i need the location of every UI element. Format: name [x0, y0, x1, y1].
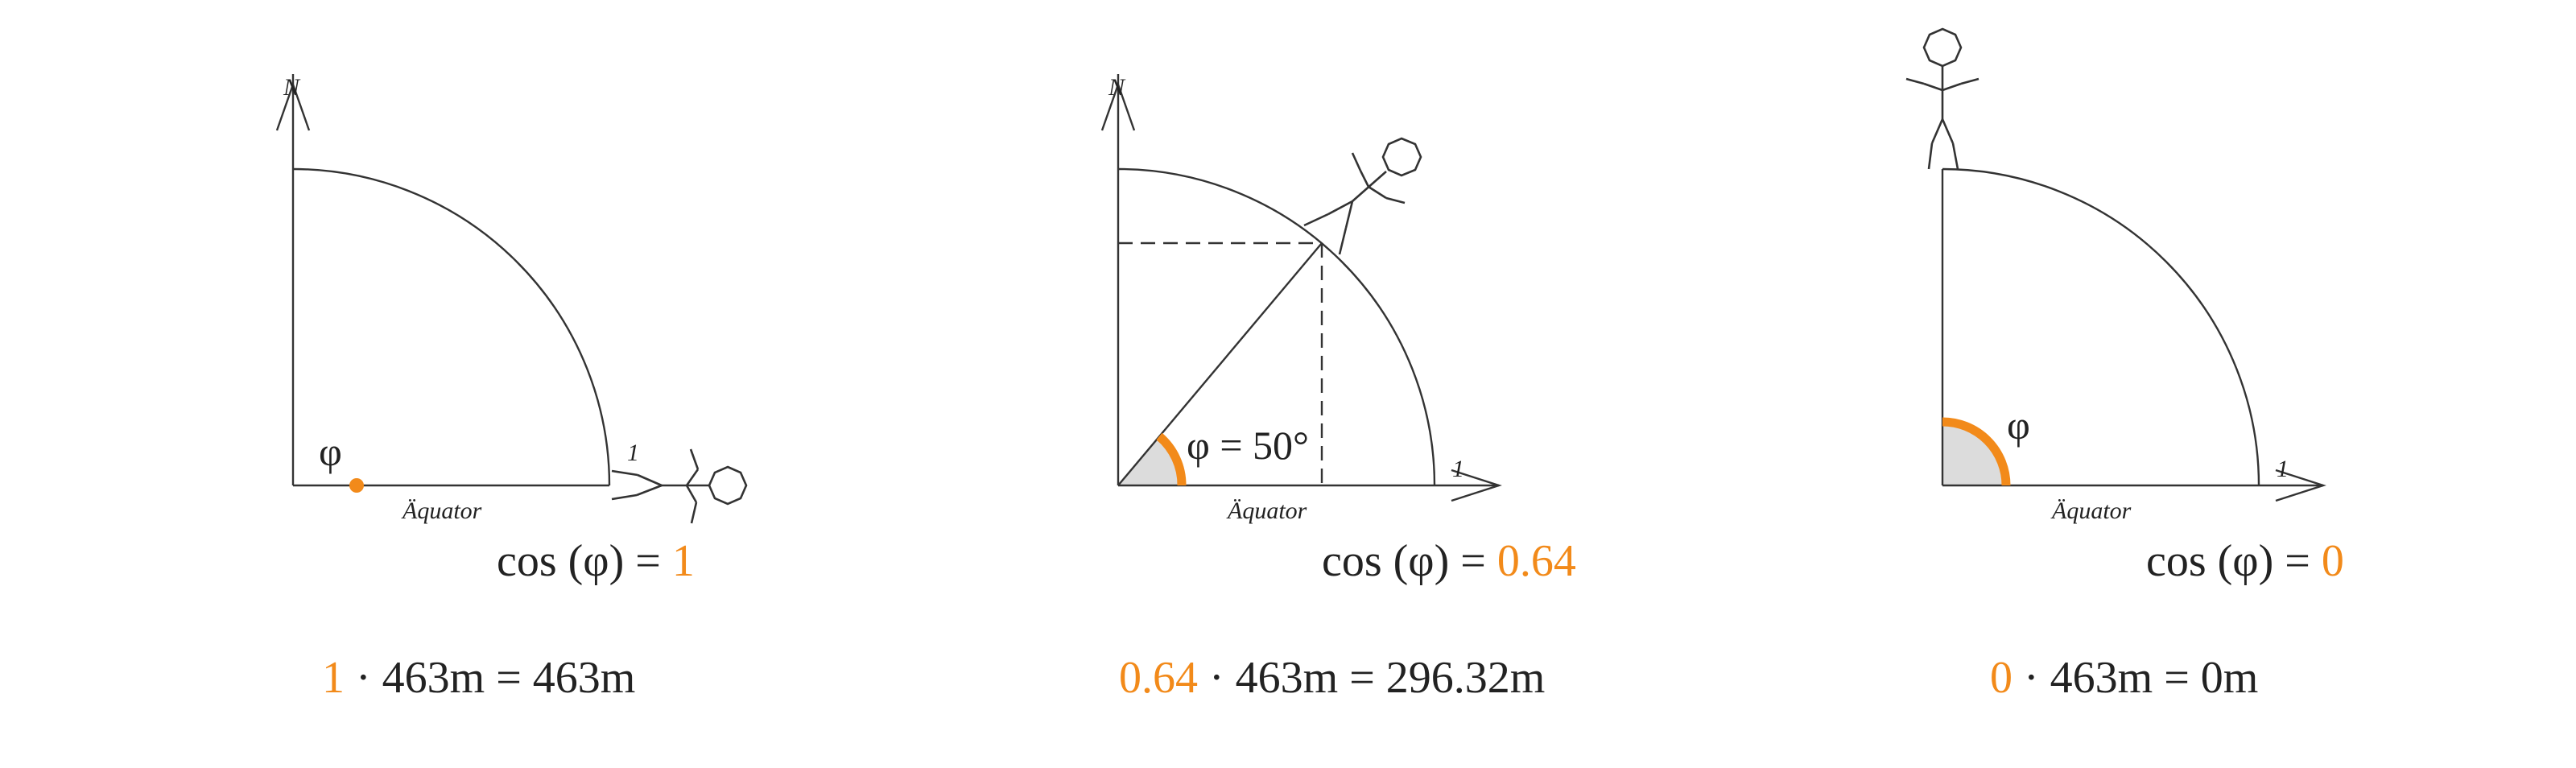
- equator-label: Äquator: [2052, 498, 2132, 524]
- figure-head: [1924, 29, 1961, 66]
- distance-calculation: [322, 653, 635, 703]
- phi-label: φ = 50°: [1187, 423, 1310, 468]
- cos-formula: [2146, 536, 2344, 586]
- calc-factor: 0: [1990, 653, 2013, 703]
- equator-label: Äquator: [402, 498, 482, 524]
- cos-prefix: cos (φ) =: [497, 536, 672, 586]
- calc-rest: · 463m = 463m: [345, 653, 636, 703]
- calc-rest: · 463m = 296.32m: [1198, 653, 1546, 703]
- cos-prefix: cos (φ) =: [1322, 536, 1497, 586]
- north-label: N: [283, 74, 300, 101]
- phi-label: φ: [2007, 403, 2030, 448]
- cos-prefix: cos (φ) =: [2146, 536, 2322, 586]
- calc-factor: 0.64: [1119, 653, 1198, 703]
- panel-north-pole: [1906, 29, 2344, 703]
- distance-calculation: [1119, 653, 1545, 703]
- cos-formula: [497, 536, 695, 586]
- stick-figure-latitude: [1304, 138, 1421, 254]
- unit-label: 1: [627, 440, 639, 466]
- stick-figure-pole: [1906, 29, 1979, 169]
- cos-value: 1: [671, 536, 695, 586]
- equator-label: Äquator: [1228, 498, 1307, 524]
- north-label: N: [1108, 74, 1125, 101]
- phi-label: φ: [319, 429, 342, 474]
- panel-50-degrees: [1102, 74, 1576, 703]
- unit-label: 1: [1452, 456, 1464, 482]
- cos-value: 0: [2321, 536, 2344, 586]
- distance-calculation: [1990, 653, 2258, 703]
- unit-label: 1: [2277, 456, 2289, 482]
- figure-head: [1383, 138, 1421, 175]
- calc-factor: 1: [322, 653, 345, 703]
- cos-formula: [1322, 536, 1576, 586]
- calc-rest: · 463m = 0m: [2013, 653, 2259, 703]
- cos-value: 0.64: [1496, 536, 1576, 586]
- figure-head: [709, 467, 746, 504]
- panel-equator: [277, 74, 746, 703]
- phi-zero-marker: [349, 478, 364, 493]
